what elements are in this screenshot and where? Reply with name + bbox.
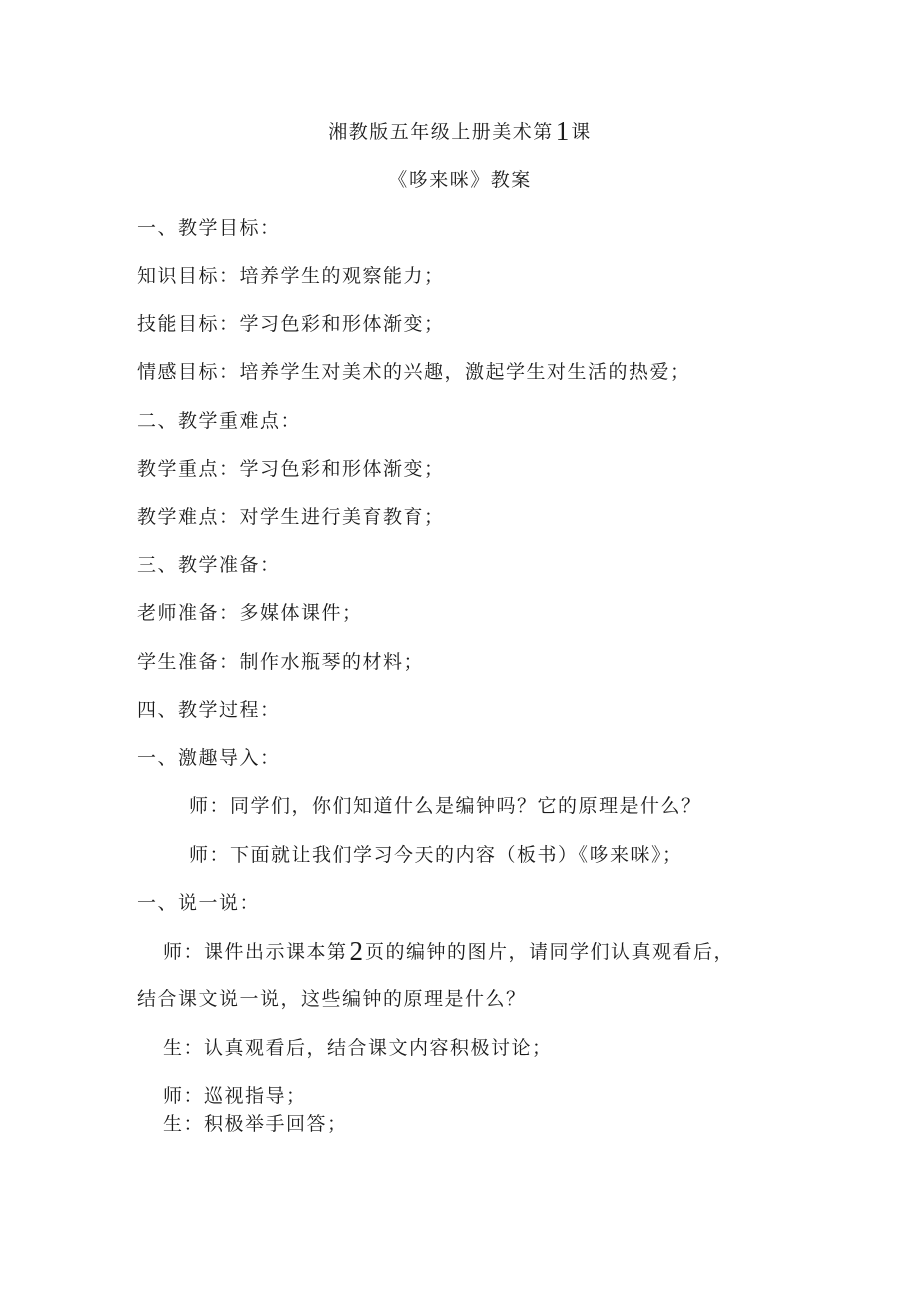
title-lesson-number: 1 [555, 116, 570, 146]
teacher-courseware-line [163, 936, 735, 966]
section-heading-objectives: 一、教学目标： [137, 217, 281, 239]
emotion-objective: 情感目标：培养学生对美术的兴趣，激起学生对生活的热爱； [137, 361, 691, 383]
skill-objective: 技能目标：学习色彩和形体渐变； [137, 313, 445, 335]
student-preparation: 学生准备：制作水瓶琴的材料； [137, 651, 425, 673]
courseware-line-continued: 结合课文说一说，这些编钟的原理是什么？ [137, 988, 527, 1010]
difficult-point: 教学难点：对学生进行美育教育； [137, 506, 445, 528]
teacher-guide-line: 师：巡视指导； [163, 1085, 307, 1107]
page-number: 2 [349, 936, 364, 966]
title-text-pre: 湘教版五年级上册美术第 [328, 121, 554, 143]
document-title [0, 116, 920, 146]
step-heading-discuss: 一、说一说： [137, 892, 261, 914]
key-point: 教学重点：学习色彩和形体渐变； [137, 458, 445, 480]
section-heading-key-points: 二、教学重难点： [137, 410, 302, 432]
section-heading-process: 四、教学过程： [137, 699, 281, 721]
title-text-post: 课 [571, 121, 592, 143]
document-subtitle: 《哆来咪》教案 [388, 169, 532, 191]
knowledge-objective: 知识目标：培养学生的观察能力； [137, 265, 445, 287]
courseware-line-pre: 师：课件出示课本第 [163, 941, 348, 963]
teacher-preparation: 老师准备：多媒体课件； [137, 602, 363, 624]
step-heading-intro: 一、激趣导入： [137, 747, 281, 769]
student-answer-line: 生：积极举手回答； [163, 1113, 348, 1135]
section-heading-preparation: 三、教学准备： [137, 554, 281, 576]
teacher-question-line: 师：同学们，你们知道什么是编钟吗？它的原理是什么？ [189, 795, 702, 817]
student-discuss-line: 生：认真观看后，结合课文内容积极讨论； [163, 1037, 553, 1059]
teacher-intro-line: 师：下面就让我们学习今天的内容（板书）《哆来咪》； [189, 844, 683, 866]
courseware-line-post: 页的编钟的图片，请同学们认真观看后， [365, 941, 735, 963]
